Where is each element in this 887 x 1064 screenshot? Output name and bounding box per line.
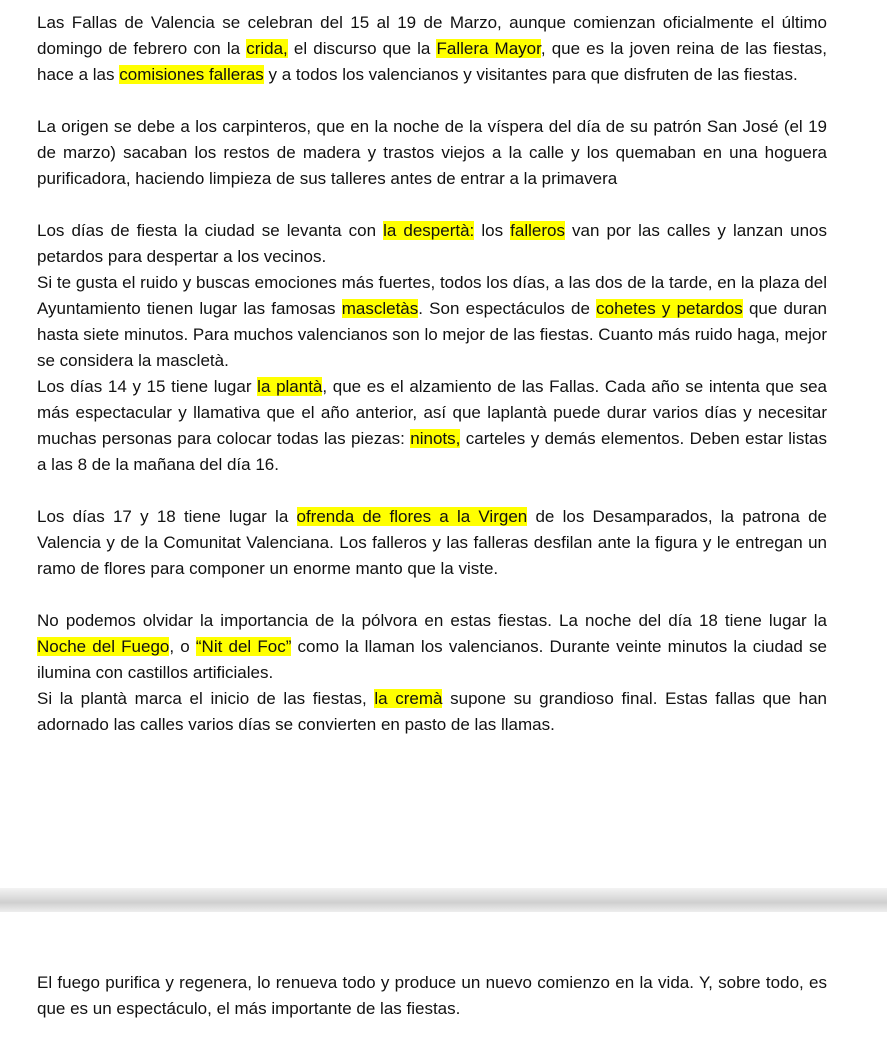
paragraph-nit-del-foc — [37, 608, 827, 686]
paragraph-planta — [37, 374, 827, 478]
highlighted-term: Fallera Mayor — [436, 39, 541, 58]
page-2-body — [37, 970, 827, 1022]
text-run: como la llaman los valencianos. Durante veinte minutos la ciudad se ilumina con castillos artificiales. — [37, 637, 827, 682]
text-run: Las Fallas de Valencia se celebran del 15 al 19 de Marzo, aunque comienzan oficialmente el último domingo de febrero con la — [37, 13, 827, 58]
highlighted-term: crida, — [246, 39, 288, 58]
text-run: los — [474, 221, 511, 240]
paragraph-crema — [37, 686, 827, 738]
paragraph-desperta — [37, 218, 827, 270]
paragraph-fallas-dates — [37, 10, 827, 88]
page-1-body — [37, 10, 827, 738]
text-run: supone su grandioso final. Estas fallas que han adornado las calles varios días se convierten en pasto de las llamas. — [37, 689, 828, 734]
highlighted-term: la plantà — [257, 377, 323, 396]
paragraph-ofrenda — [37, 504, 827, 582]
highlighted-term: ofrenda de flores a la Virgen — [296, 507, 528, 526]
text-run: de los Desamparados, la patrona de Valencia y de la Comunitat Valenciana. Los falleros y las falleras desfilan ante la figura y le entregan un ramo de flores para componer un enorme manto que la viste. — [37, 507, 827, 578]
highlighted-term: la cremà — [374, 689, 443, 708]
highlighted-term: falleros — [510, 221, 565, 240]
text-run: Si la plantà marca el inicio de las fiestas, — [37, 689, 375, 708]
text-run: Los días 17 y 18 tiene lugar la — [37, 507, 297, 526]
text-run: . Son espectáculos de — [418, 299, 597, 318]
highlighted-term: cohetes y petardos — [596, 299, 743, 318]
highlighted-term: Noche del Fuego — [37, 637, 170, 656]
text-run: El fuego purifica y regenera, lo renueva todo y produce un nuevo comienzo en la vida. Y, sobre todo, es que es un espectáculo, el más importante de las fiestas. — [37, 973, 827, 1018]
text-run: el discurso que la — [287, 39, 437, 58]
highlighted-term: ninots, — [410, 429, 461, 448]
text-run: Los días de fiesta la ciudad se levanta con — [37, 221, 384, 240]
highlighted-term: “Nit del Foc” — [195, 637, 292, 656]
document-page-2 — [0, 912, 887, 1064]
text-run: , que es la joven reina de las fiestas, hace a las — [37, 39, 827, 84]
text-run: y a todos los valencianos y visitantes para que disfruten de las fiestas. — [263, 65, 798, 84]
text-run: Los días 14 y 15 tiene lugar — [37, 377, 258, 396]
text-run: que duran hasta siete minutos. Para muchos valencianos son lo mejor de las fiestas. Cuanto más ruido haga, mejor se considera la mascletà. — [37, 299, 827, 370]
highlighted-term: mascletàs — [341, 299, 419, 318]
highlighted-term: comisiones falleras — [119, 65, 264, 84]
highlighted-term: la despertà: — [383, 221, 475, 240]
text-run: Si te gusta el ruido y buscas emociones más fuertes, todos los días, a las dos de la tarde, en la plaza del Ayuntamiento tienen lugar las famosas — [37, 273, 827, 318]
text-run: , o — [169, 637, 196, 656]
paragraph-fuego-purifica — [37, 970, 827, 1022]
text-run: La origen se debe a los carpinteros, que en la noche de la víspera del día de su patrón San José (el 19 de marzo) sacaban los restos de madera y trastos viejos a la calle y los quemaban en una hoguera purificadora, haciendo limpieza de sus talleres antes de entrar a la primavera — [37, 117, 827, 188]
page-break-divider — [0, 888, 887, 912]
text-run: van por las calles y lanzan unos petardos para despertar a los vecinos. — [37, 221, 827, 266]
paragraph-origin — [37, 114, 827, 192]
paragraph-mascletas — [37, 270, 827, 374]
text-run: carteles y demás elementos. Deben estar listas a las 8 de la mañana del día 16. — [37, 429, 828, 474]
text-run: No podemos olvidar la importancia de la pólvora en estas fiestas. La noche del día 18 tiene lugar la — [37, 611, 827, 630]
text-run: , que es el alzamiento de las Fallas. Cada año se intenta que sea más espectacular y llamativa que el año anterior, así que laplantà puede durar varios días y necesitar muchas personas para colocar todas las piezas: — [37, 377, 827, 448]
